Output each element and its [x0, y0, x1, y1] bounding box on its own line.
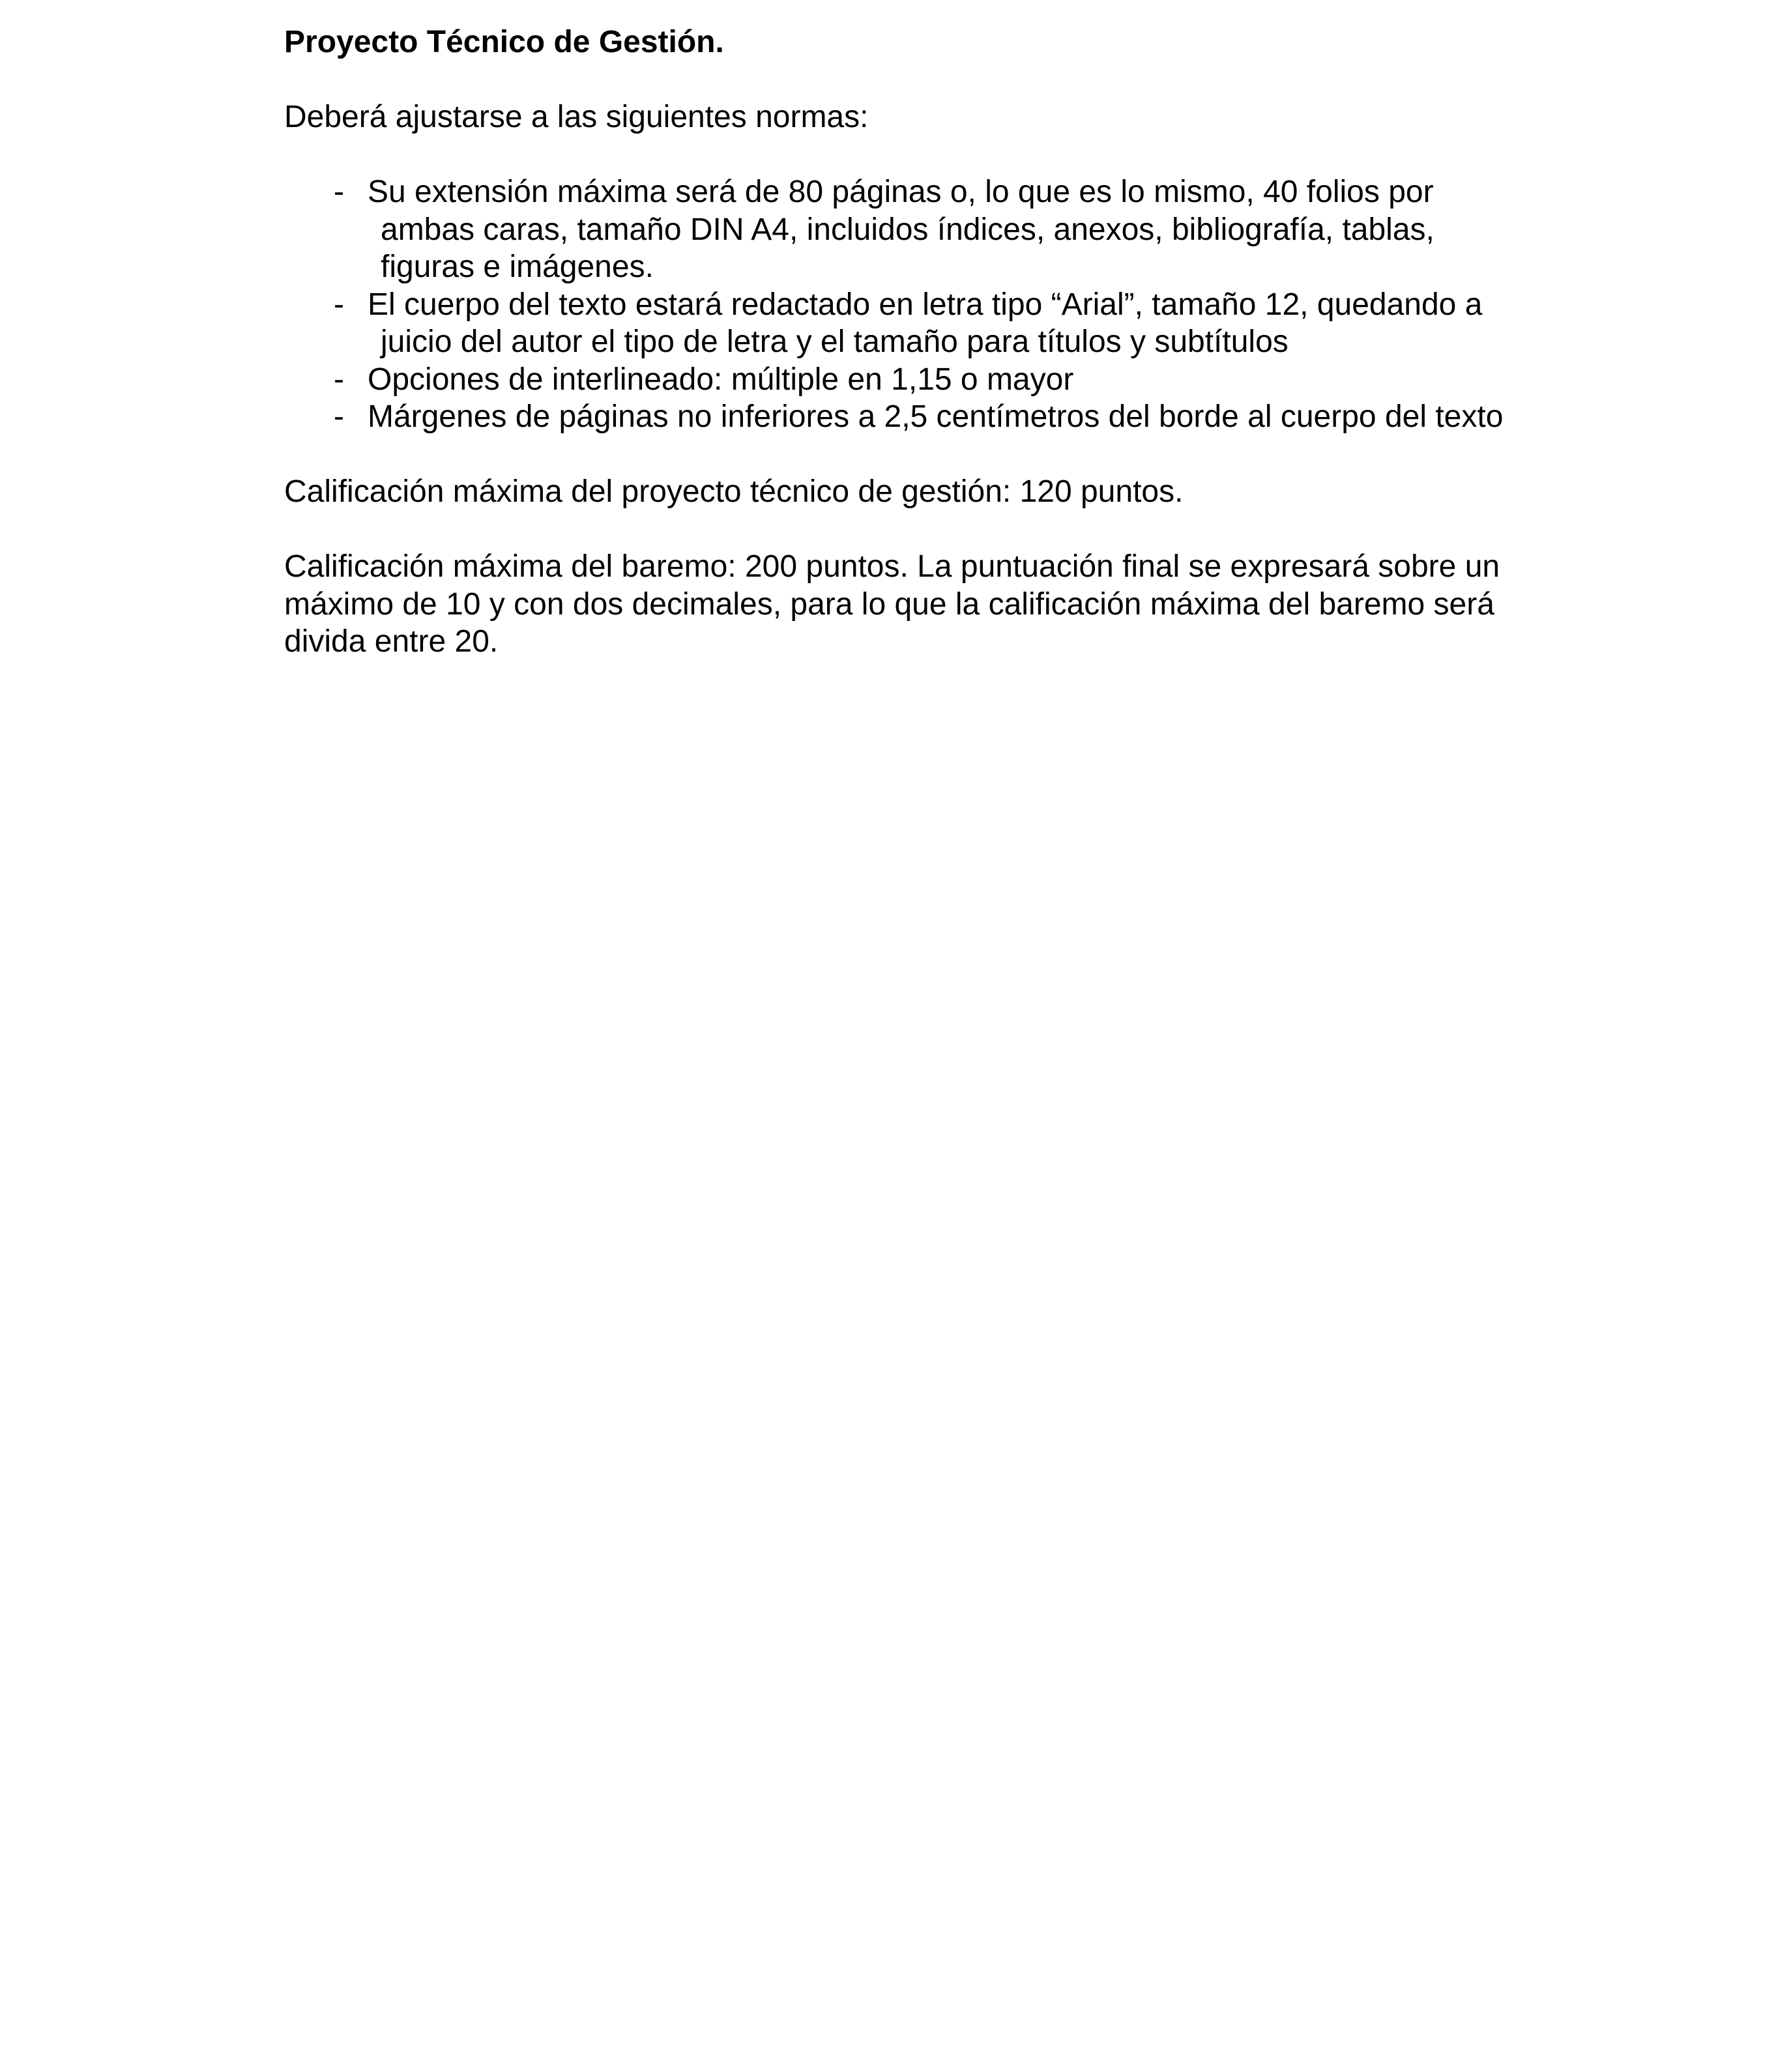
rules-list [284, 173, 1522, 436]
document-title: Proyecto Técnico de Gestión. [284, 25, 724, 59]
document-page [284, 23, 1522, 661]
dash-bullet: - [334, 287, 344, 322]
rule-text: El cuerpo del texto estará redactado en letra tipo “Arial”, tamaño 12, quedando a juicio del autor el tipo de letra y el tamaño para títulos y subtítulos [368, 287, 1483, 359]
rule-text: Opciones de interlineado: múltiple en 1,15 o mayor [368, 362, 1074, 397]
dash-bullet: - [334, 362, 344, 397]
max-score-project-paragraph: Calificación máxima del proyecto técnico de gestión: 120 puntos. [284, 474, 1184, 509]
rule-text: Su extensión máxima será de 80 páginas o, lo que es lo mismo, 40 folios por ambas caras, tamaño DIN A4, incluidos índices, anexos, bibliografía, tablas, figuras e imágenes. [368, 175, 1434, 284]
list-item [284, 398, 1522, 436]
rule-text: Márgenes de páginas no inferiores a 2,5 centímetros del borde al cuerpo del texto [368, 399, 1504, 434]
list-item [284, 286, 1522, 361]
list-item [284, 361, 1522, 399]
intro-paragraph: Deberá ajustarse a las siguientes normas: [284, 100, 869, 134]
dash-bullet: - [334, 175, 344, 209]
list-item [284, 173, 1522, 286]
max-score-scale-paragraph: Calificación máxima del baremo: 200 puntos. La puntuación final se expresará sobre un máximo de 10 y con dos decimales, para lo que la calificación máxima del baremo será divida entre 20. [284, 549, 1500, 659]
dash-bullet: - [334, 399, 344, 434]
